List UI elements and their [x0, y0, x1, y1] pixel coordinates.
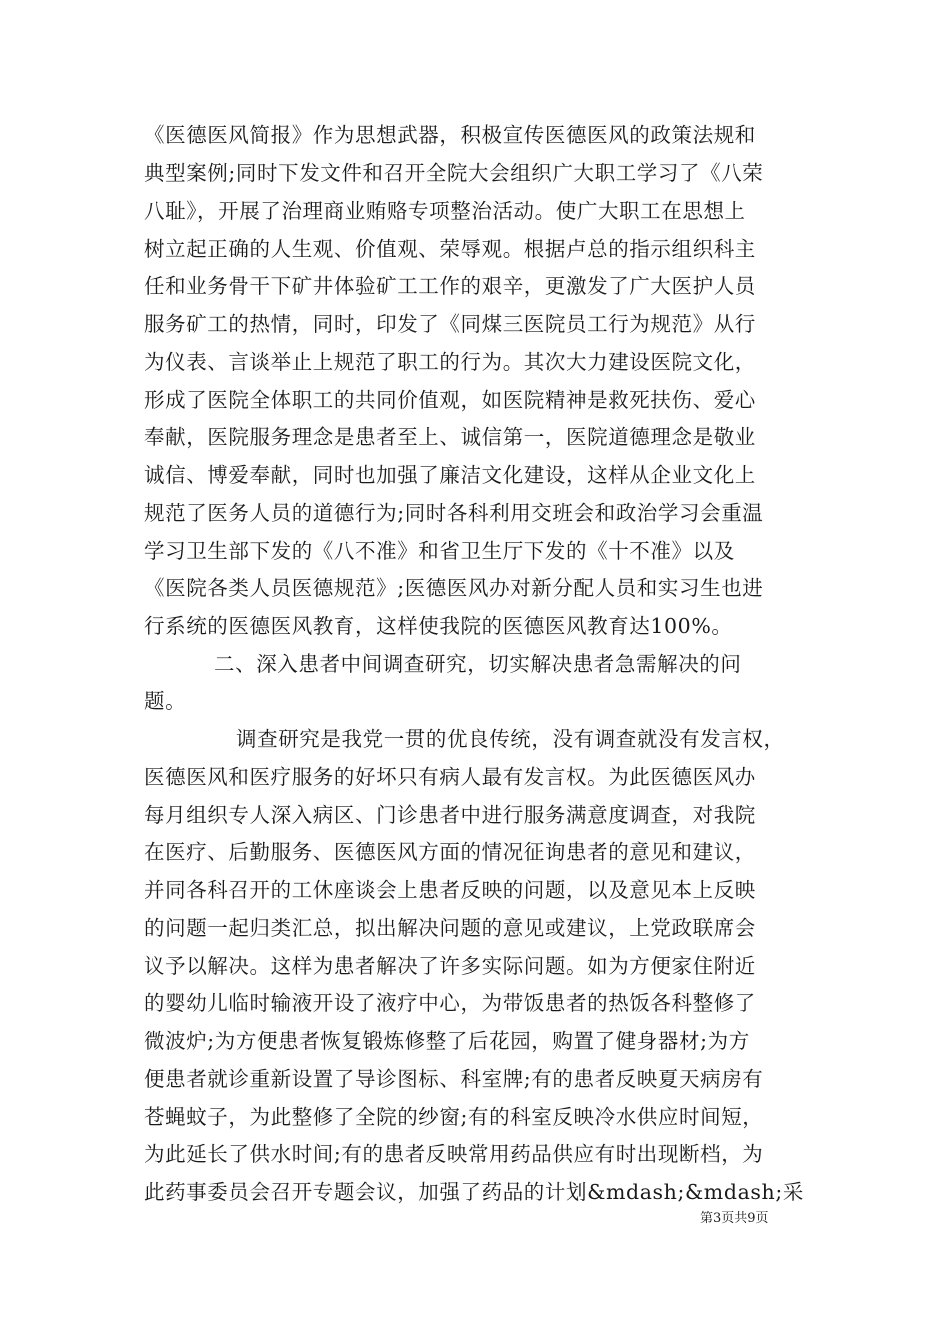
- paragraph-first-line: 调查研究是我党一贯的优良传统，没有调查就没有发言权，: [236, 727, 785, 751]
- text-line: 树立起正确的人生观、价值观、荣辱观。根据卢总的指示组织科主: [144, 237, 756, 261]
- text-line: 此药事委员会召开专题会议，加强了药品的计划&mdash;&mdash;采: [144, 1180, 804, 1204]
- section-heading: 二、深入患者中间调查研究，切实解决患者急需解决的问: [214, 652, 742, 676]
- text-line: 《医院各类人员医德规范》;医德医风办对新分配人员和实习生也进: [144, 576, 764, 600]
- text-line: 便患者就诊重新设置了导诊图标、科室牌;有的患者反映夏天病房有: [144, 1067, 764, 1091]
- text-line: 形成了医院全体职工的共同价值观，如医院精神是救死扶伤、爱心: [144, 388, 756, 412]
- text-line: 学习卫生部下发的《八不准》和省卫生厅下发的《十不准》以及: [144, 539, 735, 563]
- text-line: 为仪表、言谈举止上规范了职工的行为。其次大力建设医院文化，: [144, 350, 756, 374]
- text-line: 《医德医风简报》作为思想武器，积极宣传医德医风的政策法规和: [144, 123, 756, 147]
- text-line: 苍蝇蚊子，为此整修了全院的纱窗;有的科室反映冷水供应时间短，: [144, 1105, 764, 1129]
- text-line: 每月组织专人深入病区、门诊患者中进行服务满意度调查，对我院: [144, 803, 756, 827]
- text-line: 服务矿工的热情，同时，印发了《同煤三医院员工行为规范》从行: [144, 312, 756, 336]
- text-line: 为此延长了供水时间;有的患者反映常用药品供应有时出现断档，为: [144, 1142, 764, 1166]
- text-line: 微波炉;为方便患者恢复锻炼修整了后花园，购置了健身器材;为方: [144, 1029, 750, 1053]
- text-line: 在医疗、后勤服务、医德医风方面的情况征询患者的意见和建议，: [144, 840, 756, 864]
- page-number-footer: 第3页共9页: [700, 1211, 769, 1226]
- text-line: 并同各科召开的工休座谈会上患者反映的问题，以及意见本上反映: [144, 878, 756, 902]
- text-line: 议予以解决。这样为患者解决了许多实际问题。如为方便家住附近: [144, 954, 756, 978]
- text-line: 的问题一起归类汇总，拟出解决问题的意见或建议，上党政联席会: [144, 916, 756, 940]
- text-line: 典型案例;同时下发文件和召开全院大会组织广大职工学习了《八荣: [144, 161, 764, 185]
- text-line: 的婴幼儿临时输液开设了液疗中心，为带饭患者的热饭各科整修了: [144, 991, 756, 1015]
- text-line: 诚信、博爱奉献，同时也加强了廉洁文化建设，这样从企业文化上: [144, 463, 756, 487]
- text-line: 八耻》，开展了治理商业贿赂专项整治活动。使广大职工在思想上: [144, 199, 746, 223]
- text-line: 任和业务骨干下矿井体验矿工工作的艰辛，更激发了广大医护人员: [144, 274, 756, 298]
- text-line: 行系统的医德医风教育，这样使我院的医德医风教育达100%。: [144, 614, 733, 638]
- section-heading-continued: 题。: [144, 689, 187, 713]
- text-line: 奉献，医院服务理念是患者至上、诚信第一，医院道德理念是敬业: [144, 425, 756, 449]
- text-line: 规范了医务人员的道德行为;同时各科利用交班会和政治学习会重温: [144, 501, 764, 525]
- text-line: 医德医风和医疗服务的好坏只有病人最有发言权。为此医德医风办: [144, 765, 756, 789]
